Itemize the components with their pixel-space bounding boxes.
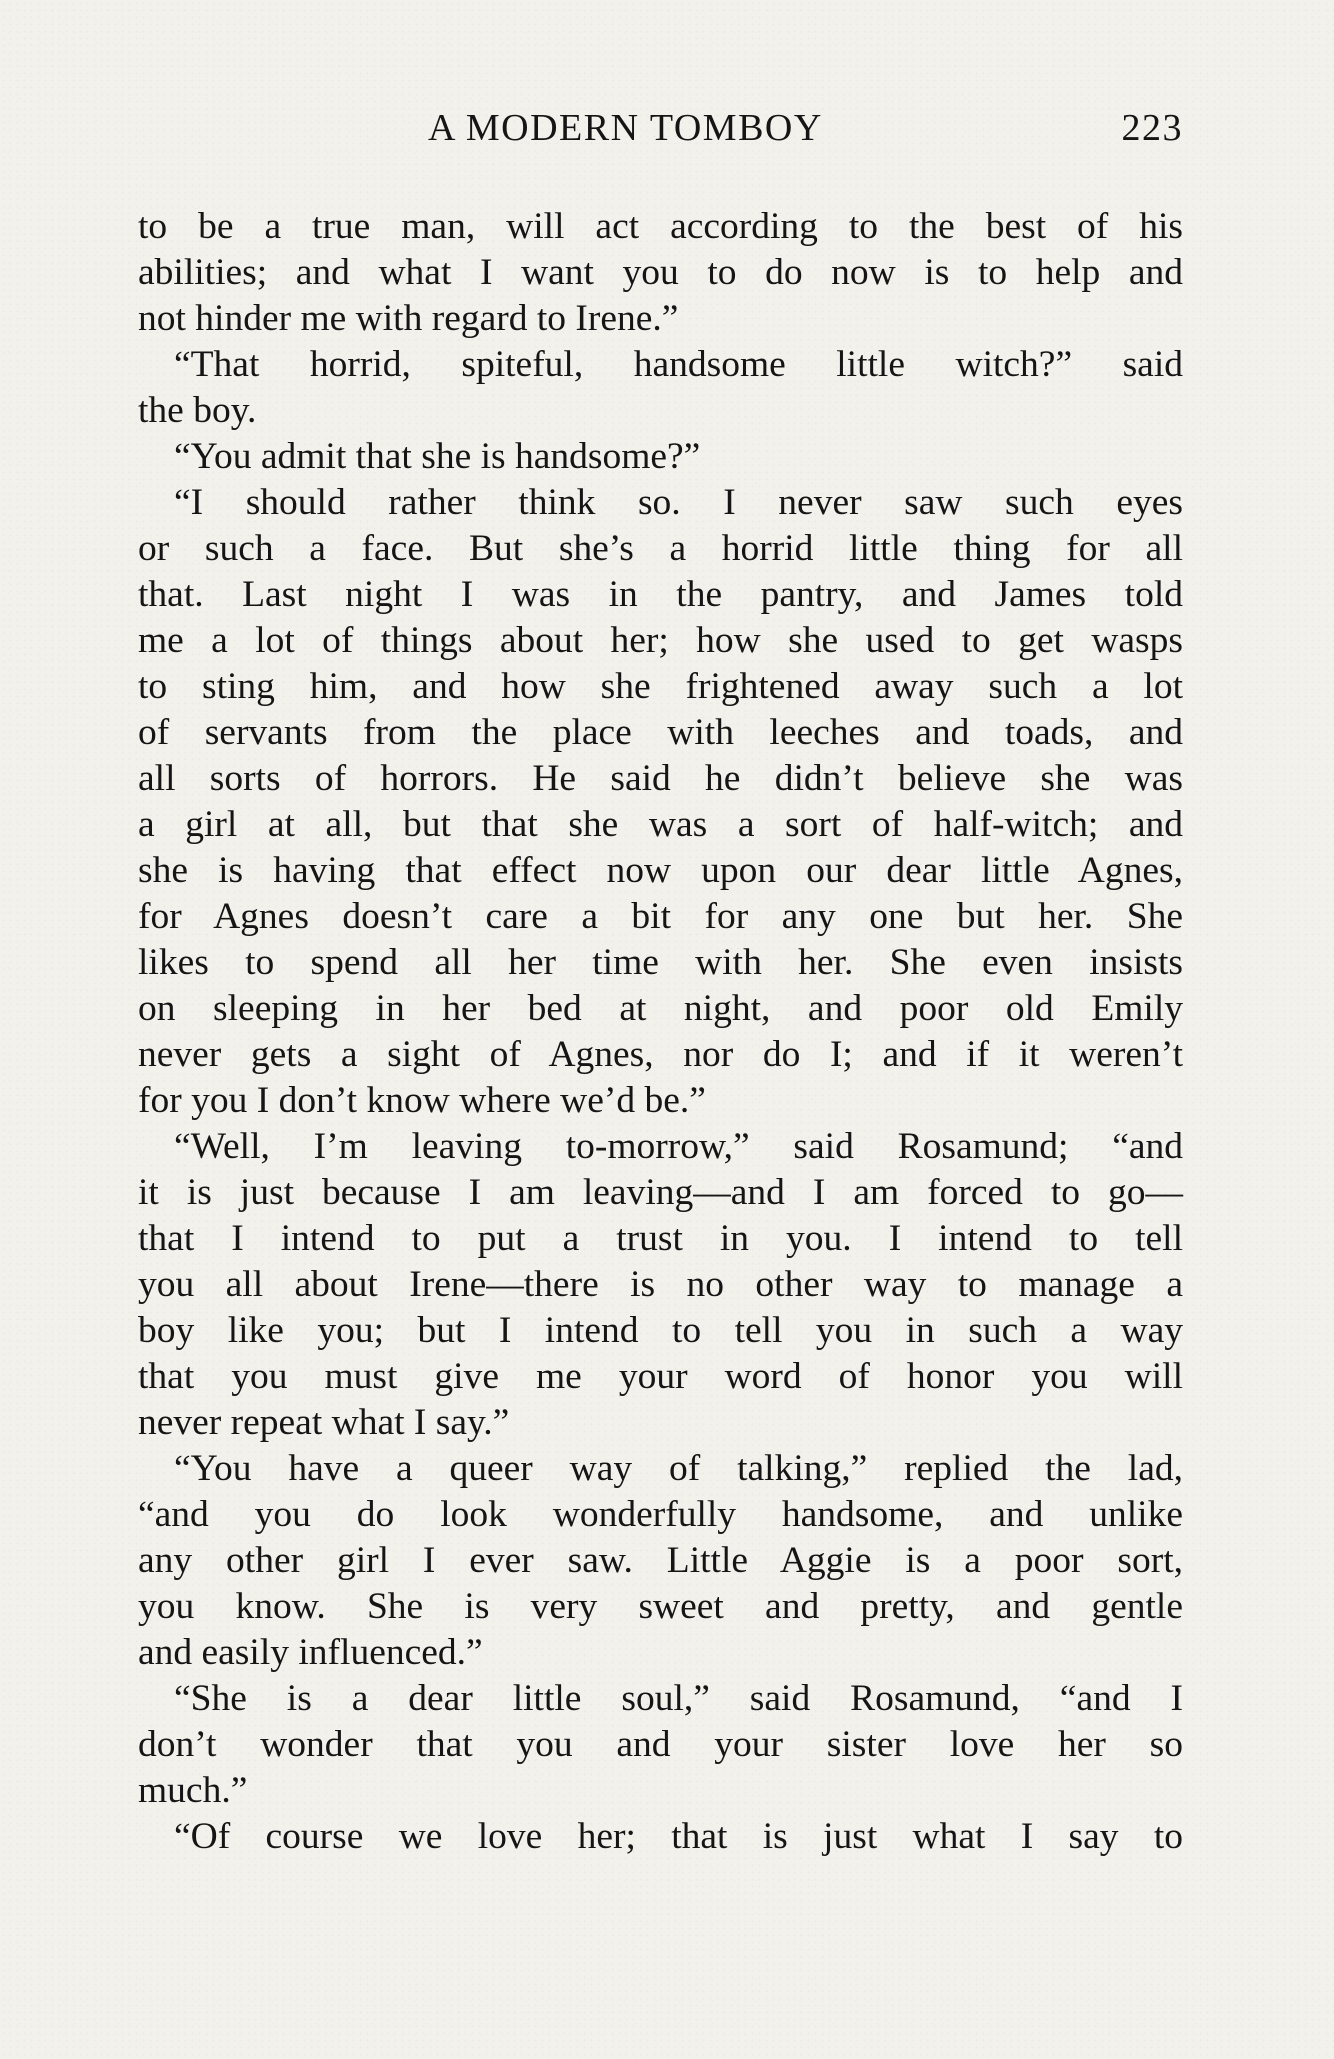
text-line: she is having that effect now upon our dear little Agnes, xyxy=(138,850,1183,891)
text-line: boy like you; but I intend to tell you in such a way xyxy=(138,1310,1183,1351)
text-line: a girl at all, but that she was a sort of half-witch; and xyxy=(138,804,1183,845)
text-line: of servants from the place with leeches and toads, and xyxy=(138,712,1183,753)
running-title: A MODERN TOMBOY xyxy=(428,107,823,149)
text-line: the boy. xyxy=(138,390,257,431)
text-line: all sorts of horrors. He said he didn’t believe she was xyxy=(138,758,1183,799)
text-line: on sleeping in her bed at night, and poor old Emily xyxy=(138,988,1183,1029)
text-line: not hinder me with regard to Irene.” xyxy=(138,298,679,339)
text-line: that. Last night I was in the pantry, and James told xyxy=(138,574,1183,615)
text-line: likes to spend all her time with her. She even insists xyxy=(138,942,1183,983)
text-line: it is just because I am leaving—and I am forced to go— xyxy=(138,1172,1183,1213)
text-line: don’t wonder that you and your sister love her so xyxy=(138,1724,1183,1765)
text-line: for Agnes doesn’t care a bit for any one but her. She xyxy=(138,896,1183,937)
text-line: much.” xyxy=(138,1770,248,1811)
running-head xyxy=(138,104,1183,152)
text-line: “You have a queer way of talking,” replied the lad, xyxy=(174,1448,1183,1489)
text-line: me a lot of things about her; how she used to get wasps xyxy=(138,620,1183,661)
body-text xyxy=(138,204,1183,1860)
text-line: that you must give me your word of honor you will xyxy=(138,1356,1183,1397)
text-line: to be a true man, will act according to the best of his xyxy=(138,206,1183,247)
text-line: “She is a dear little soul,” said Rosamund, “and I xyxy=(174,1678,1183,1719)
text-line: “Of course we love her; that is just what I say to xyxy=(174,1816,1183,1857)
text-line: never gets a sight of Agnes, nor do I; and if it weren’t xyxy=(138,1034,1183,1075)
text-line: you all about Irene—there is no other way to manage a xyxy=(138,1264,1183,1305)
text-line: “I should rather think so. I never saw such eyes xyxy=(174,482,1183,523)
text-line: that I intend to put a trust in you. I intend to tell xyxy=(138,1218,1183,1259)
text-line: “You admit that she is handsome?” xyxy=(174,436,701,477)
text-line: abilities; and what I want you to do now is to help and xyxy=(138,252,1183,293)
text-line: “Well, I’m leaving to-morrow,” said Rosamund; “and xyxy=(174,1126,1183,1167)
text-line: any other girl I ever saw. Little Aggie is a poor sort, xyxy=(138,1540,1183,1581)
text-line: or such a face. But she’s a horrid little thing for all xyxy=(138,528,1183,569)
text-line: for you I don’t know where we’d be.” xyxy=(138,1080,706,1121)
text-line: “and you do look wonderfully handsome, and unlike xyxy=(138,1494,1183,1535)
page-number: 223 xyxy=(1121,107,1183,149)
text-line: you know. She is very sweet and pretty, and gentle xyxy=(138,1586,1183,1627)
text-line: to sting him, and how she frightened away such a lot xyxy=(138,666,1183,707)
text-line: never repeat what I say.” xyxy=(138,1402,510,1443)
text-line: “That horrid, spiteful, handsome little witch?” said xyxy=(174,344,1183,385)
text-line: and easily influenced.” xyxy=(138,1632,483,1673)
